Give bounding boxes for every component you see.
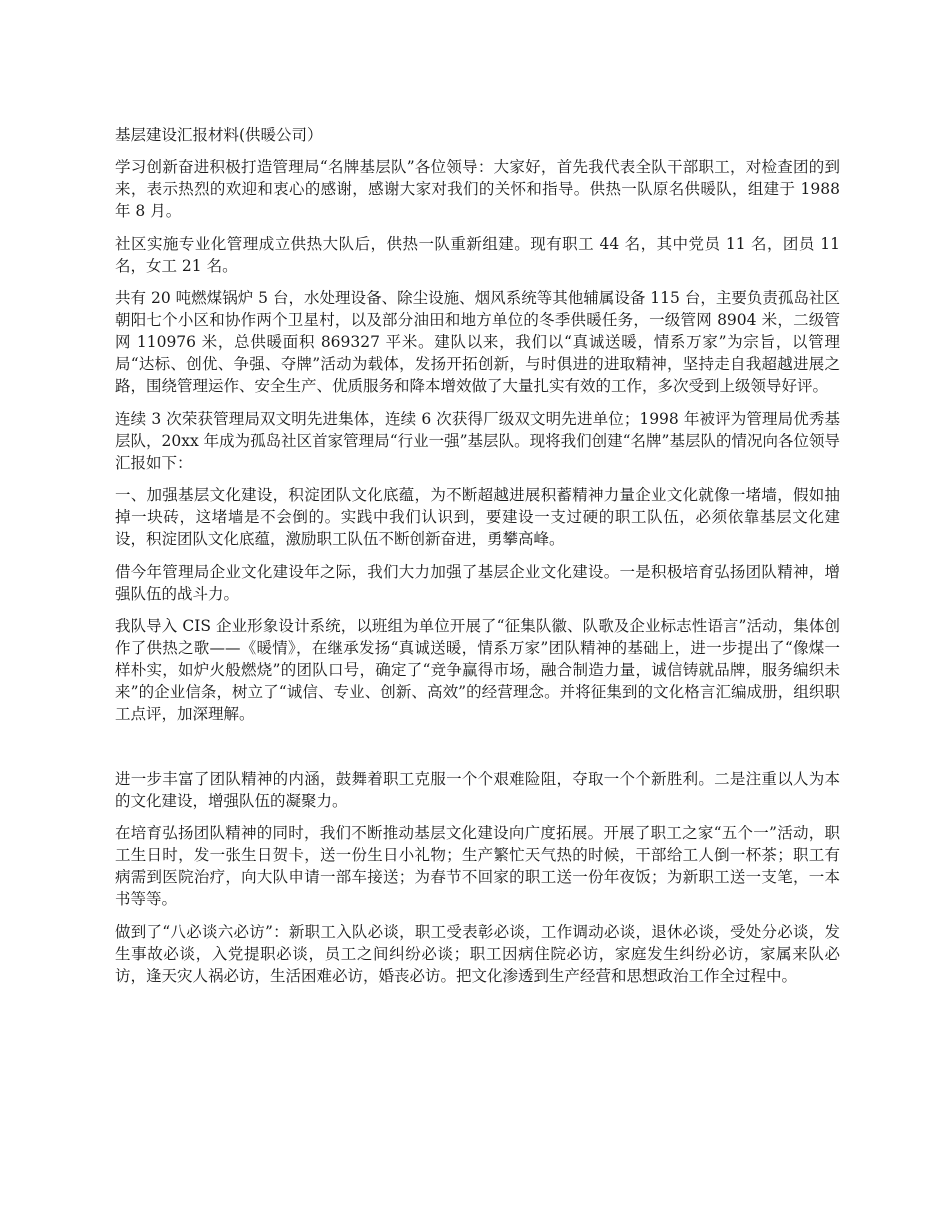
paragraph-workers-home: 在培育弘扬团队精神的同时，我们不断推动基层文化建设向广度拓展。开展了职工之家“五个一”活动，职工生日时，发一张生日贺卡，送一份生日小礼物；生产繁忙天气热的时候，干部给工人倒一杯茶；职工有病需到医院治疗，向大队申请一部车接送；为春节不回家的职工送一份年夜饭；为新职工送一支笔，一本书等等。 <box>115 824 840 908</box>
paragraph-honors: 连续 3 次荣获管理局双文明先进集体，连续 6 次获得厂级双文明先进单位；1998 年被评为管理局优秀基层队，20xx 年成为孤岛社区首家管理局“行业一强”基层队。现将我们创建“名牌”基层队的情况向各位领导汇报如下： <box>115 409 840 472</box>
paragraph-talks-visits: 做到了“八必谈六必访”：新职工入队必谈，职工受表彰必谈，工作调动必谈，退休必谈，受处分必谈，发生事故必谈，入党提职必谈，员工之间纠纷必谈；职工因病住院必访，家庭发生纠纷必访，家属来队必访，逢天灾人祸必访，生活困难必访，婚丧必访。把文化渗透到生产经营和思想政治工作全过程中。 <box>115 922 840 985</box>
paragraph-team-spirit: 进一步丰富了团队精神的内涵，鼓舞着职工克服一个个艰难险阻，夺取一个个新胜利。二是注重以人为本的文化建设，增强队伍的凝聚力。 <box>115 769 840 810</box>
paragraph-cis-system: 我队导入 CIS 企业形象设计系统，以班组为单位开展了“征集队徽、队歌及企业标志性语言”活动，集体创作了供热之歌——《暖情》，在继承发扬“真诚送暖，情系万家”团队精神的基础上，进一步提出了“像煤一样朴实，如炉火般燃烧”的团队口号，确定了“竞争赢得市场，融合制造力量，诚信铸就品牌，服务编织未来”的企业信条，树立了“诚信、专业、创新、高效”的经营理念。并将征集到的文化格言汇编成册，组织职工点评，加深理解。 <box>115 617 840 723</box>
paragraph-intro: 学习创新奋进积极打造管理局“名牌基层队”各位领导：大家好，首先我代表全队干部职工，对检查团的到来，表示热烈的欢迎和衷心的感谢，感谢大家对我们的关怀和指导。供热一队原名供暖队，组建于 1988 年 8 月。 <box>115 158 840 220</box>
document-body <box>115 124 840 997</box>
paragraph-equipment: 共有 20 吨燃煤锅炉 5 台，水处理设备、除尘设施、烟风系统等其他辅属设备 115 台，主要负责孤岛社区朝阳七个小区和协作两个卫星村，以及部分油田和地方单位的冬季供暖任务，一级管网 8904 米，二级管网 110976 米，总供暖面积 869327 平米。建队以来，我们以“真诚送暖，情系万家”为宗旨，以管理局“达标、创优、争强、夺牌”活动为载体，发扬开拓创新，与时俱进的进取精神，坚持走自我超越进展之路，围绕管理运作、安全生产、优质服务和降本增效做了大量扎实有效的工作，多次受到上级领导好评。 <box>115 289 840 395</box>
paragraph-reorganization: 社区实施专业化管理成立供热大队后，供热一队重新组建。现有职工 44 名，其中党员 11 名，团员 11 名，女工 21 名。 <box>115 234 840 275</box>
paragraph-culture-year: 借今年管理局企业文化建设年之际，我们大力加强了基层企业文化建设。一是积极培育弘扬团队精神，增强队伍的战斗力。 <box>115 562 840 603</box>
document-title: 基层建设汇报材料(供暖公司） <box>115 126 323 144</box>
section-gap <box>115 736 840 768</box>
paragraph-culture-point-one: 一、加强基层文化建设，积淀团队文化底蕴，为不断超越进展积蓄精神力量企业文化就像一堵墙，假如抽掉一块砖，这堵墙是不会倒的。实践中我们认识到，要建设一支过硬的职工队伍，必须依靠基层文化建设，积淀团队文化底蕴，激励职工队伍不断创新奋进，勇攀高峰。 <box>115 486 840 548</box>
